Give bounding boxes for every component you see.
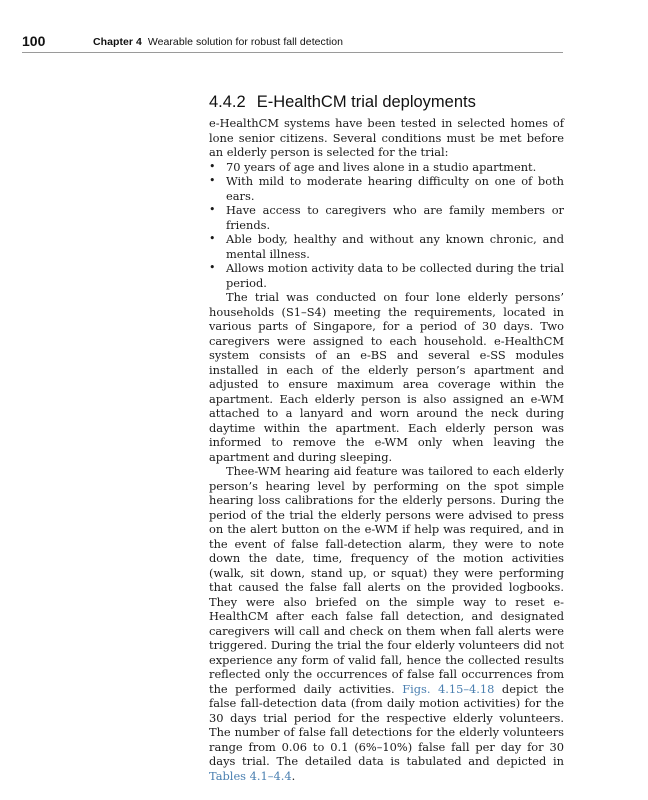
section-number: 4.4.2 (209, 93, 246, 111)
section-title: E-HealthCM trial deployments (256, 93, 476, 111)
trial-description-paragraph: The trial was conducted on four lone elderly persons’ households (S1–S4) meeting the requirements, located in various parts of Singapore, for a period of 30 days. Two caregivers were assigned to each household. e-HealthCM system consists of an e-BS and several e-SS modules installed in each of the elderly person’s apartment and adjusted to ensure maximum area coverage within the apartment. Each elderly person is also assigned an e-WM attached to a lanyard and worn around the neck during daytime within the apartment. Each elderly person was informed to remove the e-WM only when leaving the apartment and during sleeping. (209, 290, 564, 464)
chapter-title: Wearable solution for robust fall detection (147, 36, 343, 48)
criteria-item: • 70 years of age and lives alone in a studio apartment. (209, 160, 564, 175)
section-heading (209, 93, 564, 112)
figures-reference-link[interactable]: Figs. 4.15–4.18 (402, 681, 495, 696)
results-text-cont: depict the false fall-detection data (from daily motion activities) for the 30 days trial period for the respective elderly volunteers. The number of false fall detections for the elderly volunteers range from 0.06 to 0.1 (6%–10%) false fall per day for 30 days trial. The detailed data is tabulated and depicted in (209, 681, 564, 768)
chapter-heading (93, 36, 343, 48)
criteria-item: • Allows motion activity data to be collected during the trial period. (209, 261, 564, 290)
criteria-item: • Have access to caregivers who are family members or friends. (209, 203, 564, 232)
running-header (22, 34, 563, 53)
tables-reference-link[interactable]: Tables 4.1–4.4 (209, 768, 292, 783)
chapter-label: Chapter 4 (93, 36, 142, 48)
page-number: 100 (22, 33, 46, 49)
results-text: Thee-WM hearing aid feature was tailored to each elderly person’s hearing level by performing on the spot simple hearing loss calibrations for the elderly persons. During the period of the trial the elderly persons were advised to press on the alert button on the e-WM if help was required, and in the event of false fall-detection alarm, they were to note down the date, time, frequency of the motion activities (walk, sit down, stand up, or squat) they were performing that caused the false fall alerts on the provided logbooks. They were also briefed on the simple way to reset e-HealthCM after each false fall detection, and designated caregivers will call and check on them when fall alerts were triggered. During the trial the four elderly volunteers did not experience any form of valid fall, hence the collected results reflected only the occurrences of false fall occurrences from the performed daily activities. (209, 464, 564, 696)
criteria-item: • Able body, healthy and without any known chronic, and mental illness. (209, 232, 564, 261)
end-punctuation: . (291, 768, 296, 783)
criteria-item: • With mild to moderate hearing difficulty on one of both ears. (209, 174, 564, 203)
intro-paragraph: e-HealthCM systems have been tested in selected homes of lone senior citizens. Several conditions must be met before an elderly person is selected for the trial: (209, 116, 564, 159)
body-text (209, 116, 564, 783)
trial-results-paragraph (209, 464, 564, 783)
selection-criteria-list (209, 160, 564, 291)
